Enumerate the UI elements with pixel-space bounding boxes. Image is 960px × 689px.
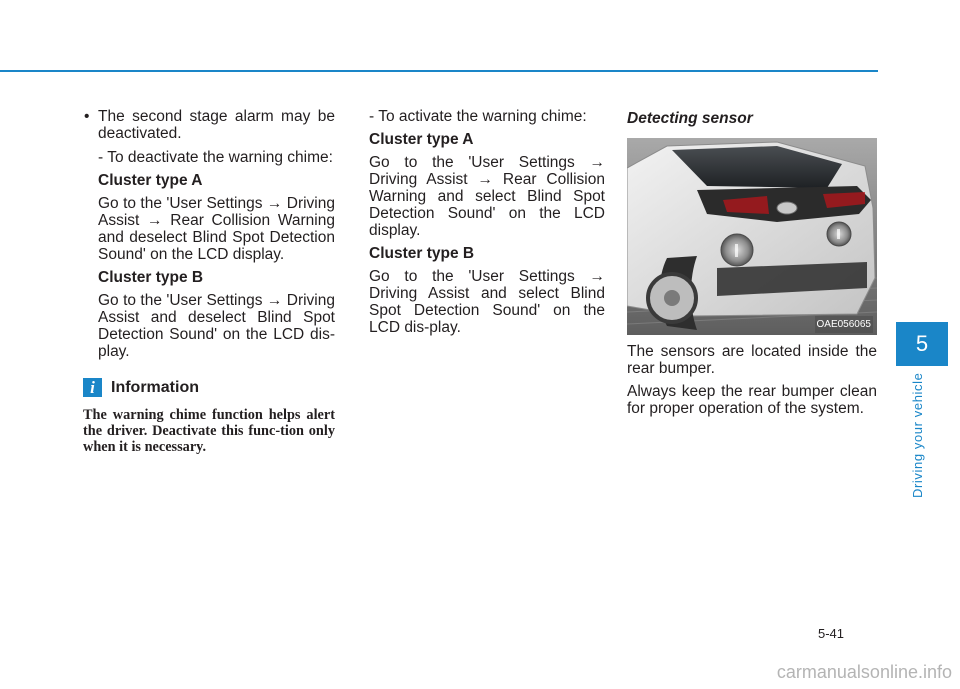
cluster-a-label: Cluster type A [369, 131, 474, 148]
cluster-b-text: Go to the 'User Settings → Driving Assist and deselect Blind Spot Detection Sound' on the LCD dis-play. [98, 292, 335, 360]
column-middle [369, 108, 605, 342]
deactivate-instructions [83, 149, 335, 360]
cluster-a-text: Go to the 'User Settings → Driving Assist → Rear Collision Warning and select Blind Spot Detection Sound' on the LCD display. [369, 154, 605, 239]
cluster-b-label: Cluster type B [369, 245, 475, 262]
cluster-b-text: Go to the 'User Settings → Driving Assist and select Blind Spot Detection Sound' on the LCD dis-play. [369, 268, 605, 336]
sensor-location-text: The sensors are located inside the rear bumper. [627, 343, 877, 377]
car-rear-illustration [627, 138, 877, 335]
page-number: 5-41 [818, 626, 845, 641]
activate-intro: - To activate the warning chime: [369, 108, 587, 125]
column-left [83, 108, 335, 455]
info-icon: i [83, 378, 102, 397]
figure-code: OAE056065 [815, 316, 874, 333]
bullet-mark: • [84, 108, 90, 125]
bullet-item [83, 108, 335, 142]
bullet-text: The second stage alarm may be deactivated. [98, 108, 335, 142]
sensor-maintenance-text: Always keep the rear bumper clean for proper operation of the system. [627, 383, 877, 417]
watermark: carmanualsonline.info [776, 662, 952, 682]
chapter-tab: 5 [896, 322, 948, 366]
header-rule [0, 70, 878, 72]
car-rear-figure [627, 138, 877, 335]
information-header [83, 378, 335, 397]
cluster-b-label: Cluster type B [98, 269, 204, 286]
cluster-a-text: Go to the 'User Settings → Driving Assist → Rear Collision Warning and deselect Blind Spot Detection Sound' on the LCD display. [98, 195, 335, 263]
column-right [627, 108, 877, 423]
information-title: Information [111, 379, 199, 396]
chapter-title: Driving your vehicle [910, 372, 925, 498]
cluster-a-label: Cluster type A [98, 172, 203, 189]
deactivate-intro: - To deactivate the warning chime: [98, 149, 333, 166]
information-body: The warning chime function helps alert the driver. Deactivate this func-tion only when it is necessary. [83, 407, 335, 455]
section-heading: Detecting sensor [627, 110, 753, 127]
